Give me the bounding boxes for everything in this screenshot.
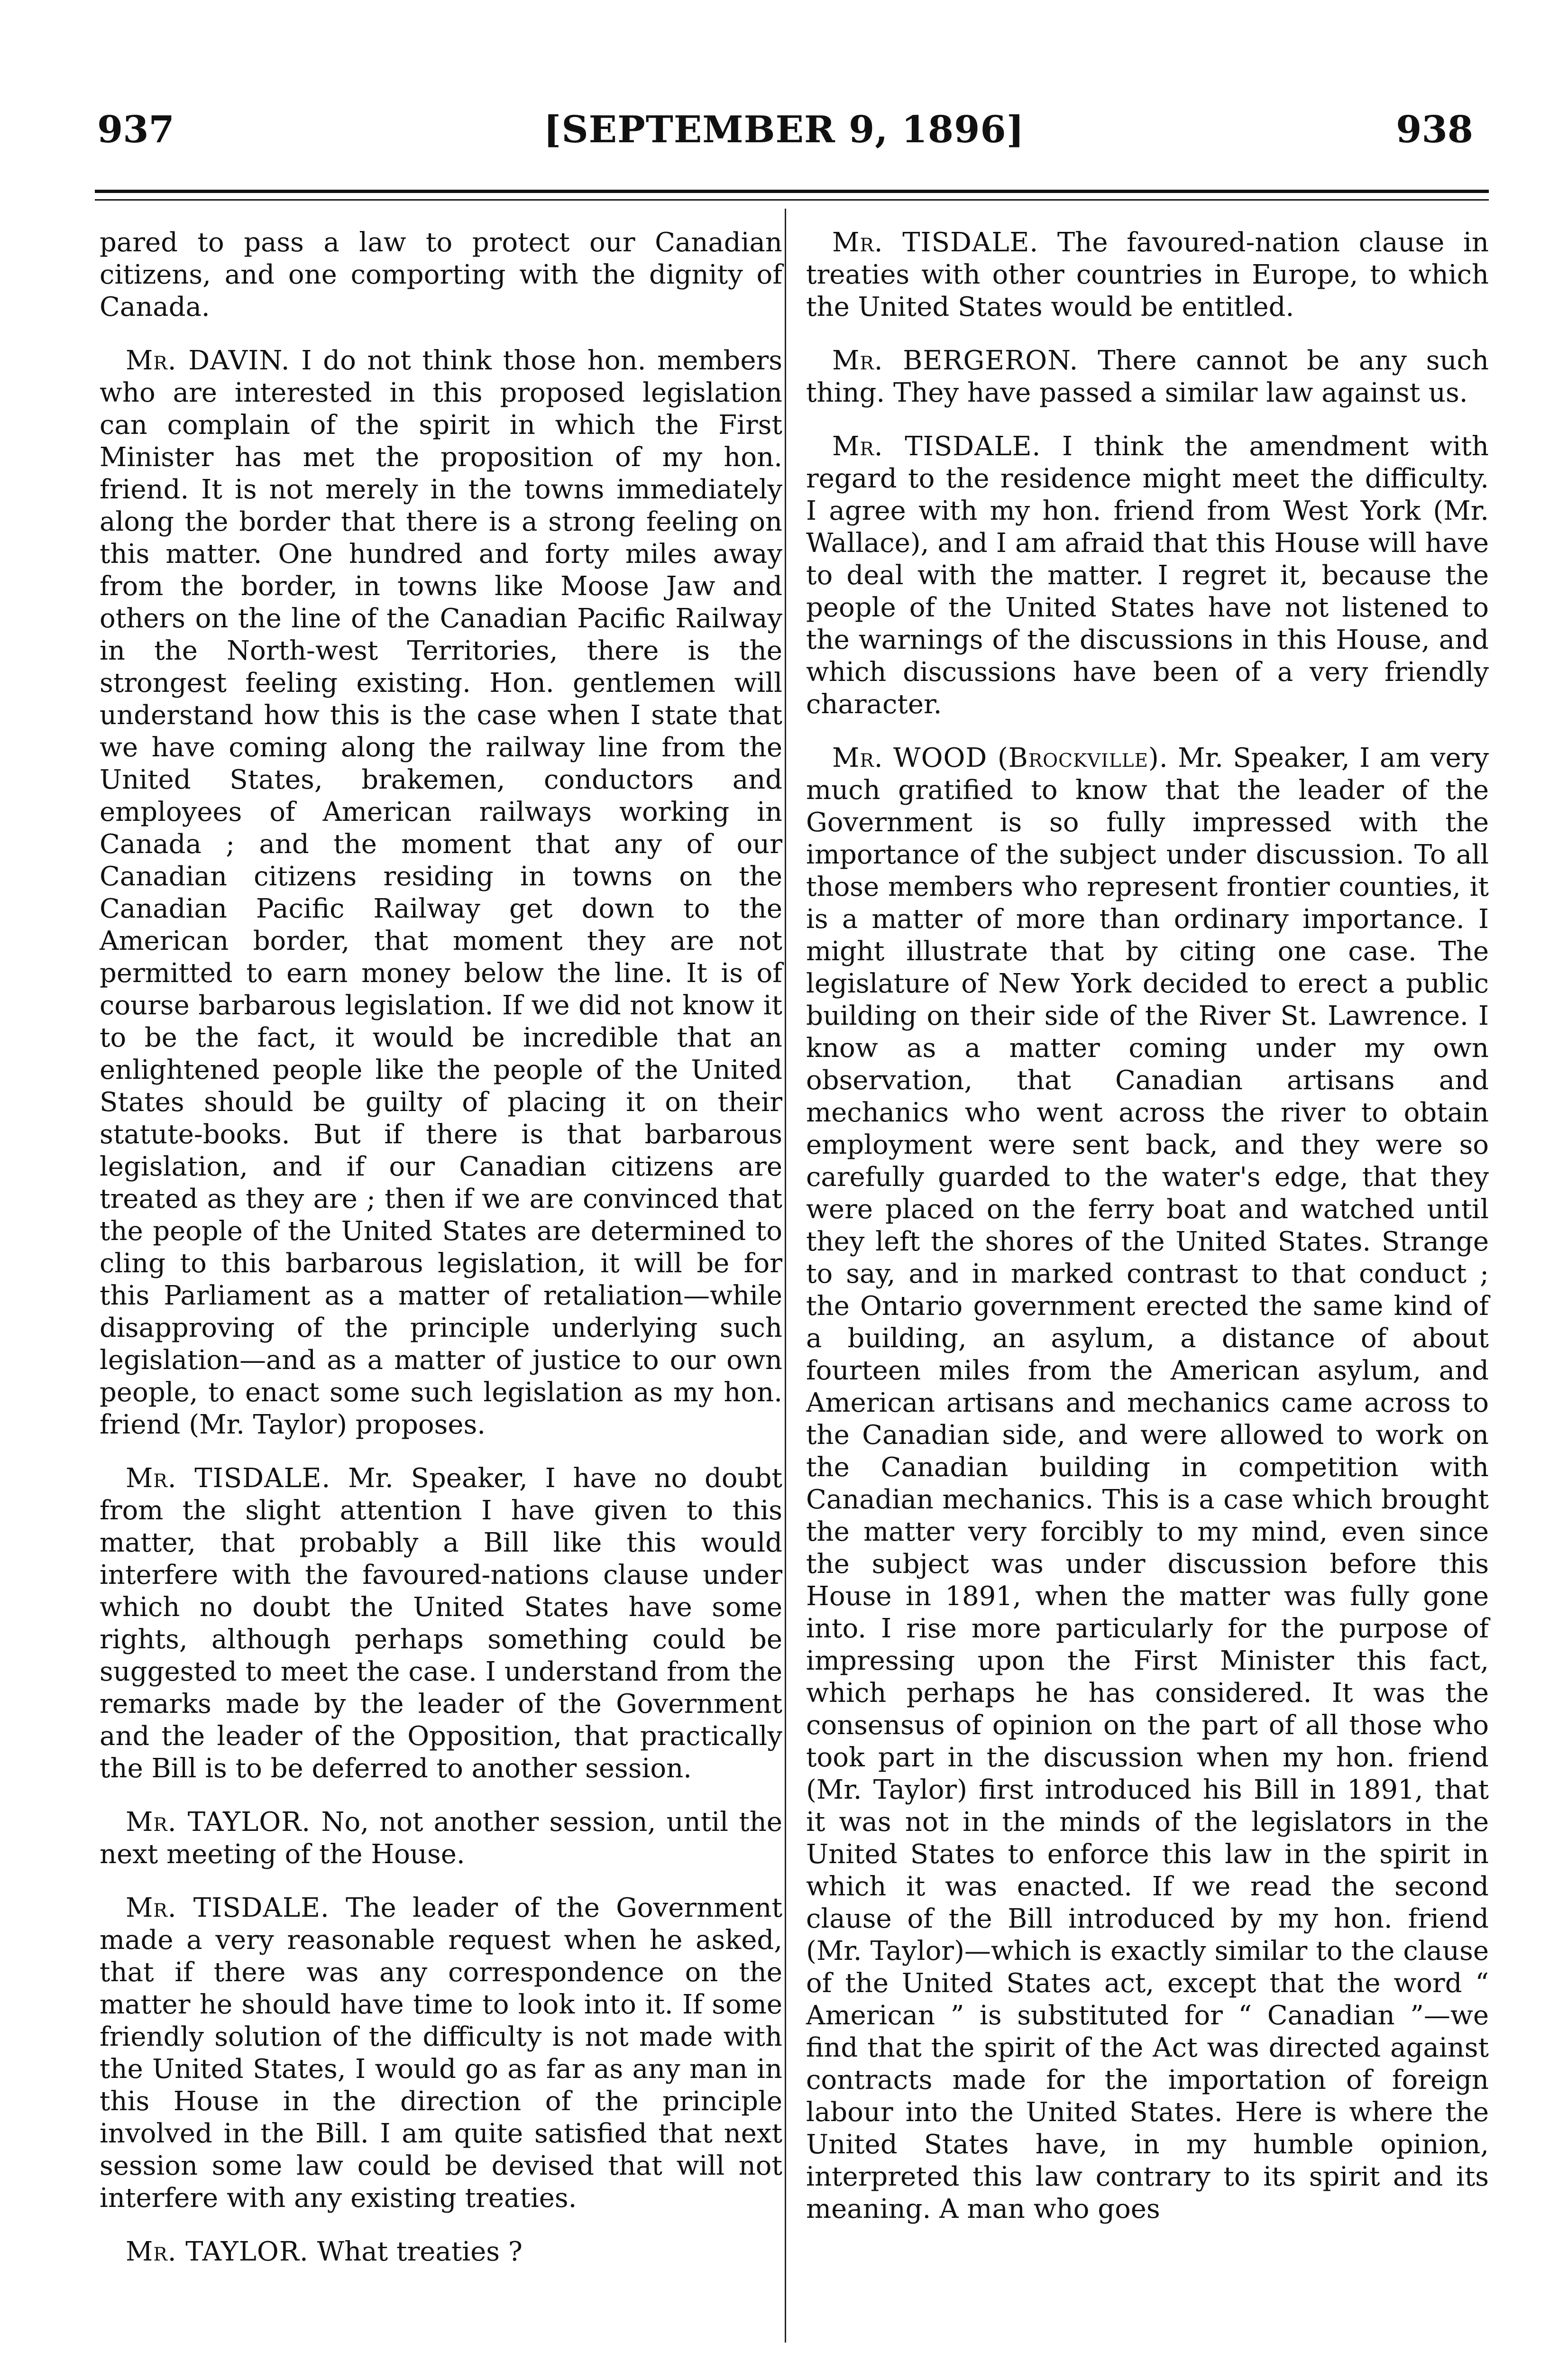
speech-text: I think the amendment with regard to the residence might meet the difficulty. I agree with my hon. friend from West York (Mr. Wallace), and I am afraid that this House will have to deal with the matter. I regret it, because the people of the United States have not listened to the warnings of the discussions in this House, and which discussions have been of a very friendly character. xyxy=(806,431,1489,720)
page-date-header: [SEPTEMBER 9, 1896] xyxy=(543,108,1025,151)
speech-text: Mr. Speaker, I have no doubt from the slight attention I have given to this matter, that probably a Bill like this would interfere with the favoured-nations clause under which no doubt the United States have some rights, although perhaps something could be suggested to meet the case. I understand from the remarks made by the leader of the Government and the leader of the Opposition, that practically the Bill is to be deferred to another session. xyxy=(100,1463,782,1784)
speaker-name: Mr. TISDALE. xyxy=(126,1893,330,1923)
paragraph xyxy=(100,1892,782,2215)
speaker-name: Mr. DAVIN. xyxy=(126,345,290,376)
paragraph xyxy=(100,1462,782,1785)
speaker-name: Mr. TISDALE. xyxy=(832,227,1039,258)
speaker-name: Mr. TISDALE. xyxy=(832,431,1041,462)
speech-text: The leader of the Government made a very reasonable request when he asked, that if there was any correspondence on the matter he should have time to look into it. If some friendly solution of the difficulty is not made with the United States, I would go as far as any man in this House in the direction of the principle involved in the Bill. I am quite satisfied that next session some law could be devised that will not interfere with any existing treaties. xyxy=(100,1893,782,2214)
speech-text: pared to pass a law to protect our Canadian citizens, and one comporting with the dignity of Canada. xyxy=(100,227,782,322)
speech-text: What treaties ? xyxy=(317,2236,523,2267)
page-number-right: 938 xyxy=(1396,108,1473,151)
paragraph xyxy=(100,1806,782,1871)
header-rule-thin xyxy=(95,199,1489,201)
speech-text: Mr. Speaker, I am very much gratified to know that the leader of the Government is so fully impressed with the importance of the subject under discussion. To all those members who represent frontier counties, it is a matter of more than ordinary importance. I might illustrate that by citing one case. The legislature of New York decided to erect a public building on their side of the River St. Lawrence. I know as a matter coming under my own observation, that Canadian artisans and mechanics who went across the river to obtain employment were sent back, and they were so carefully guarded to the water's edge, that they were placed on the ferry boat and watched until they left the shores of the United States. Strange to say, and in marked contrast to that conduct ; the Ontario government erected the same kind of a building, an asylum, a distance of about fourteen miles from the American asylum, and American artisans and mechanics came across to the Canadian side, and were allowed to work on the Canadian building in competition with Canadian mechanics. This is a case which brought the matter very forcibly to my mind, even since the subject was under discussion before this House in 1891, when the matter was fully gone into. I rise more particularly for the purpose of impressing upon the First Minister this fact, which perhaps he has considered. It was the consensus of opinion on the part of all those who took part in the discussion when my hon. friend (Mr. Taylor) first introduced his Bill in 1891, that it was not in the minds of the legislators in the United States to enforce this law in the spirit in which it was enacted. If we read the second clause of the Bill introduced by my hon. friend (Mr. Taylor)—which is exactly similar to the clause of the United States act, except that the word “ American ” is substituted for “ Canadian ”—we find that the spirit of the Act was directed against contracts made for the importation of foreign labour into the United States. Here is where the United States have, in my humble opinion, interpreted this law contrary to its spirit and its meaning. A man who goes xyxy=(806,743,1489,2224)
speaker-name: Mr. TAYLOR. xyxy=(126,1807,311,1838)
paragraph xyxy=(806,431,1489,721)
paragraph xyxy=(100,345,782,1441)
page-number-left: 937 xyxy=(97,108,174,151)
paragraph xyxy=(100,227,782,323)
paragraph xyxy=(806,227,1489,323)
right-column xyxy=(806,227,1489,2247)
speaker-name: Mr. TISDALE. xyxy=(126,1463,331,1494)
paragraph xyxy=(806,345,1489,409)
speech-text: There cannot be any such thing. They have passed a similar law against us. xyxy=(806,345,1489,408)
speech-text: I do not think those hon. members who are interested in this proposed legislation can complain of the spirit in which the First Minister has met the proposition of my hon. friend. It is not merely in the towns immediately along the border that there is a strong feeling on this matter. One hundred and forty miles away from the border, in towns like Moose Jaw and others on the line of the Canadian Pacific Railway in the North-west Territories, there is the strongest feeling existing. Hon. gentlemen will understand how this is the case when I state that we have coming along the railway line from the United States, brakemen, conductors and employees of American railways working in Canada ; and the moment that any of our Canadian citizens residing in towns on the Canadian Pacific Railway get down to the American border, that moment they are not permitted to earn money below the line. It is of course barbarous legislation. If we did not know it to be the fact, it would be incredible that an enlightened people like the people of the United States should be guilty of placing it on their statute-books. But if there is that barbarous legislation, and if our Canadian citizens are treated as they are ; then if we are convinced that the people of the United States are determined to cling to this barbarous legislation, it will be for this Parliament as a matter of retaliation—while disapproving of the principle underlying such legislation—and as a matter of justice to our own people, to enact some such legislation as my hon. friend (Mr. Taylor) proposes. xyxy=(100,345,782,1440)
speaker-name: Mr. WOOD (Brockville). xyxy=(832,743,1168,773)
paragraph xyxy=(100,2236,782,2268)
speech-text: No, not another session, until the next meeting of the House. xyxy=(100,1807,782,1870)
column-divider xyxy=(785,209,786,2343)
speaker-name: Mr. BERGERON. xyxy=(832,345,1079,376)
header-rule-thick xyxy=(95,190,1489,193)
speaker-name: Mr. TAYLOR. xyxy=(126,2236,309,2267)
speech-text: The favoured-nation clause in treaties with other countries in Europe, to which the United States would be entitled. xyxy=(806,227,1489,322)
left-column xyxy=(100,227,782,2289)
paragraph xyxy=(806,742,1489,2225)
